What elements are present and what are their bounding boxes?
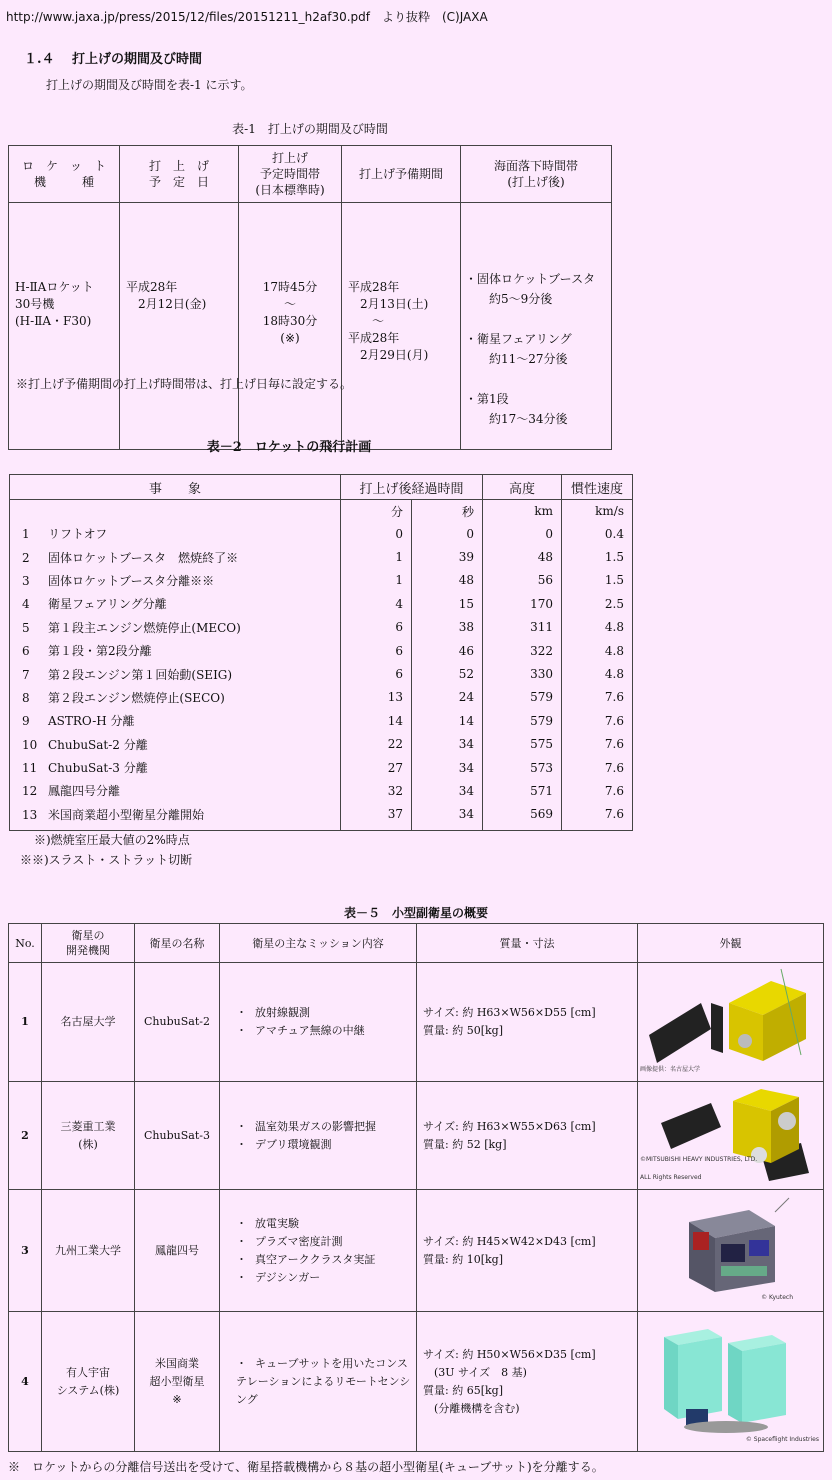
t5-name-line: 超小型衛星: [149, 1374, 205, 1388]
t2-sec: 38: [412, 616, 483, 639]
t2-alt: 579: [483, 686, 562, 709]
table5-caption: 表－５ 小型副衛星の概要: [343, 906, 488, 920]
t1-header-backup: 打上げ予備期間: [342, 146, 461, 203]
table5-sub-satellites: [8, 923, 824, 1452]
table-row: [10, 733, 633, 756]
table-row: [10, 756, 633, 779]
t2-body: [10, 522, 633, 831]
t5-name: [135, 1190, 220, 1312]
t5-spec-line: (分離機構を含む): [423, 1401, 520, 1415]
image-credit: © Spaceflight Industries: [745, 1436, 819, 1443]
t2-vel: 4.8: [562, 662, 633, 685]
t2-vel: 7.6: [562, 709, 633, 732]
t5-header-spec: 質量・寸法: [417, 924, 638, 963]
t2-event-cell: [10, 709, 341, 732]
t2-vel: 7.6: [562, 756, 633, 779]
t2-event-name: 米国商業超小型衛星分離開始: [48, 807, 205, 822]
t5-header-no: No.: [9, 924, 42, 963]
t2-sec: 34: [412, 779, 483, 802]
t2-event-name: 固体ロケットブースタ分離※※: [48, 573, 215, 588]
t2-header-elapsed: 打上げ後経過時間: [341, 475, 483, 500]
t2-event-no: 5: [22, 620, 30, 635]
t5-missions: [220, 1312, 417, 1452]
t5-org: [42, 1082, 135, 1190]
t5-org-line: 名古屋大学: [60, 1015, 116, 1028]
t5-spec: [417, 1312, 638, 1452]
t5-spec-line: (3U サイズ 8 基): [423, 1365, 527, 1379]
t2-event-no: 4: [22, 597, 30, 612]
t2-header-velocity: 慣性速度: [562, 475, 633, 500]
t5-spec-line: サイズ: 約 H63×W55×D63 [cm]: [423, 1119, 596, 1133]
t1-date: 平成28年 2月12日(金): [120, 203, 239, 450]
t5-header-org: 衛星の 開発機関: [42, 924, 135, 963]
t2-event-cell: [10, 616, 341, 639]
satellite-image: [638, 1192, 823, 1310]
t2-event-no: 1: [22, 527, 30, 542]
t5-no: [9, 1312, 42, 1452]
t5-spec-line: 質量: 約 52 [kg]: [423, 1137, 507, 1151]
table-row: [10, 639, 633, 662]
t2-unit-blank: [10, 500, 341, 523]
t5-spec-line: サイズ: 約 H50×W56×D35 [cm]: [423, 1347, 596, 1361]
t1-rocket: H-ⅡAロケット 30号機 (H-ⅡA・F30): [9, 203, 120, 450]
t2-sec: 34: [412, 803, 483, 831]
t2-unit-km: km: [483, 500, 562, 523]
t2-sec: 39: [412, 545, 483, 568]
t2-event-name: 鳳龍四号分離: [48, 784, 121, 799]
t5-appearance: [638, 963, 824, 1082]
t5-missions: [220, 1190, 417, 1312]
t5-spec-line: サイズ: 約 H63×W56×D55 [cm]: [423, 1006, 596, 1019]
t2-event-cell: [10, 756, 341, 779]
t2-event-name: 第２段エンジン燃焼停止(SECO): [48, 690, 225, 705]
t5-mission-text: デジシンガー: [255, 1270, 321, 1284]
t5-header-appearance: 外観: [638, 924, 824, 963]
t2-sec: 0: [412, 522, 483, 545]
t5-org-line: 三菱重工業: [60, 1119, 116, 1133]
t5-appearance: [638, 1190, 824, 1312]
t2-vel: 4.8: [562, 616, 633, 639]
table-row: [10, 545, 633, 568]
table2-note2: ※※)スラスト・ストラット切断: [20, 853, 193, 867]
t5-no-value: 1: [21, 1015, 29, 1028]
t2-event-name: 固体ロケットブースタ 燃焼終了※: [48, 550, 239, 565]
t2-min: 27: [341, 756, 412, 779]
table-row: [9, 963, 824, 1082]
table-row: [9, 1082, 824, 1190]
t2-vel: 2.5: [562, 592, 633, 615]
table2-flight-plan: [9, 474, 633, 831]
table-row: [10, 803, 633, 831]
t2-sec: 14: [412, 709, 483, 732]
t2-event-cell: [10, 686, 341, 709]
t2-event-no: 11: [22, 761, 38, 776]
t2-event-cell: [10, 733, 341, 756]
t2-event-cell: [10, 569, 341, 592]
t2-event-name: 衛星フェアリング分離: [48, 597, 167, 612]
t2-event-cell: [10, 662, 341, 685]
t2-event-name: リフトオフ: [48, 527, 108, 542]
t2-min: 32: [341, 779, 412, 802]
list-item: [236, 1136, 416, 1154]
t2-sec: 24: [412, 686, 483, 709]
t5-spec-line: 質量: 約 50[kg]: [423, 1024, 503, 1037]
t2-vel: 4.8: [562, 639, 633, 662]
t2-event-no: 10: [22, 737, 38, 752]
table-row: [9, 1312, 824, 1452]
t5-name-line: 鳳龍四号: [155, 1243, 199, 1257]
t5-spec-line: 質量: 約 65[kg]: [423, 1383, 503, 1397]
t2-alt: 311: [483, 616, 562, 639]
t2-event-cell: [10, 545, 341, 568]
t2-sec: 52: [412, 662, 483, 685]
table2-note1: ※)燃焼室圧最大値の2%時点: [34, 833, 190, 847]
t5-spec-line: サイズ: 約 H45×W42×D43 [cm]: [423, 1234, 596, 1248]
t2-alt: 170: [483, 592, 562, 615]
table5-footnote: ※ ロケットからの分離信号送出を受けて、衛星搭載機構から８基の超小型衛星(キューブサット)を分離する。: [8, 1460, 604, 1474]
t2-min: 22: [341, 733, 412, 756]
t5-body: [9, 963, 824, 1452]
t2-event-name: ChubuSat-3 分離: [48, 761, 148, 776]
t2-unit-min: 分: [341, 500, 412, 523]
table-row: [9, 1190, 824, 1312]
t5-org: [42, 1312, 135, 1452]
t2-min: 37: [341, 803, 412, 831]
table2-caption: 表－2 ロケットの飛行計画: [206, 440, 372, 455]
t5-no-value: 3: [21, 1243, 29, 1257]
t2-vel: 1.5: [562, 569, 633, 592]
t2-event-name: ASTRO-H 分離: [48, 714, 135, 729]
t5-spec: [417, 1082, 638, 1190]
t2-event-no: 3: [22, 573, 30, 588]
table-row: [10, 686, 633, 709]
t2-sec: 34: [412, 733, 483, 756]
t2-alt: 579: [483, 709, 562, 732]
table1-caption: 表-1 打上げの期間及び時間: [232, 122, 388, 136]
t2-event-cell: [10, 803, 341, 831]
t2-min: 4: [341, 592, 412, 615]
t2-event-no: 13: [22, 807, 38, 822]
t5-mission-text: デブリ環境観測: [255, 1137, 332, 1151]
t5-name: [135, 1312, 220, 1452]
t5-name-line: ChubuSat-3: [144, 1128, 210, 1142]
image-credit: 画像提供：名古屋大学: [640, 1066, 701, 1073]
t5-org: [42, 1190, 135, 1312]
t5-no: [9, 963, 42, 1082]
t2-event-name: 第２段エンジン第１回始動(SEIG): [48, 667, 233, 682]
t5-appearance: [638, 1082, 824, 1190]
t2-event-cell: [10, 779, 341, 802]
t2-vel: 7.6: [562, 803, 633, 831]
t2-vel: 1.5: [562, 545, 633, 568]
t5-missions: [220, 1082, 417, 1190]
t2-alt: 322: [483, 639, 562, 662]
t2-min: 6: [341, 616, 412, 639]
t5-mission-text: 放電実験: [255, 1216, 299, 1230]
image-credit: ©MITSUBISHI HEAVY INDUSTRIES, LTD. ALL Rights Reserved: [640, 1156, 758, 1181]
t5-missions: [220, 963, 417, 1082]
t5-no-value: 2: [21, 1128, 29, 1142]
t2-event-name: 第１段・第2段分離: [48, 644, 152, 659]
t1-header-time: 打上げ 予定時間帯 (日本標準時): [239, 146, 342, 203]
section-heading: １.４ 打上げの期間及び時間: [24, 52, 203, 67]
t1-fall: ・固体ロケットブースタ 約5～9分後 ・衛星フェアリング 約11～27分後 ・第1段 約17～34分後: [461, 203, 612, 450]
t5-mission-list: [226, 1004, 416, 1040]
t1-header-date: 打 上 げ 予 定 日: [120, 146, 239, 203]
t5-no: [9, 1082, 42, 1190]
list-item: [236, 1251, 416, 1269]
t2-event-cell: [10, 592, 341, 615]
t5-spec: [417, 963, 638, 1082]
table1-launch-period: [8, 145, 612, 450]
table1-note: ※打上げ予備期間の打上げ時間帯は、打上げ日毎に設定する。: [16, 377, 353, 391]
t5-org-line: システム(株): [56, 1383, 120, 1397]
t2-vel: 0.4: [562, 522, 633, 545]
t2-min: 6: [341, 639, 412, 662]
t2-min: 1: [341, 545, 412, 568]
t5-header-name: 衛星の名称: [135, 924, 220, 963]
t5-mission-list: [226, 1118, 416, 1154]
t2-event-no: 2: [22, 550, 30, 565]
t2-vel: 7.6: [562, 733, 633, 756]
satellite-image: [638, 1323, 823, 1441]
t1-time: 17時45分 ～ 18時30分 (※): [239, 203, 342, 450]
list-item: [236, 1022, 416, 1040]
t2-sec: 34: [412, 756, 483, 779]
t2-alt: 48: [483, 545, 562, 568]
t5-mission-text: 温室効果ガスの影響把握: [255, 1119, 376, 1133]
t5-mission-text: 真空アーククラスタ実証: [255, 1252, 376, 1266]
t2-event-name: ChubuSat-2 分離: [48, 737, 148, 752]
t2-alt: 330: [483, 662, 562, 685]
t1-header-rocket: ロ ケ ッ ト 機 種: [9, 146, 120, 203]
t2-header-altitude: 高度: [483, 475, 562, 500]
t2-event-cell: [10, 639, 341, 662]
t5-org-line: 九州工業大学: [55, 1243, 121, 1257]
section-intro: 打上げの期間及び時間を表-1 に示す。: [46, 78, 253, 92]
t5-spec: [417, 1190, 638, 1312]
t2-header-event: 事 象: [10, 475, 341, 500]
t5-mission-text: アマチュア無線の中継: [255, 1024, 365, 1037]
t5-header-mission: 衛星の主なミッション内容: [220, 924, 417, 963]
t5-mission-list: [226, 1215, 416, 1287]
t2-event-no: 12: [22, 784, 38, 799]
table-row: [10, 592, 633, 615]
t2-min: 14: [341, 709, 412, 732]
t5-mission-text: プラズマ密度計測: [255, 1234, 343, 1248]
t2-alt: 0: [483, 522, 562, 545]
list-item: [236, 1215, 416, 1233]
t5-name-line: ※: [172, 1392, 182, 1406]
t2-event-cell: [10, 522, 341, 545]
table-row: [10, 779, 633, 802]
list-item: [236, 1118, 416, 1136]
t5-mission-list: [226, 1355, 416, 1409]
table-row: [10, 662, 633, 685]
list-item: [236, 1233, 416, 1251]
t2-alt: 571: [483, 779, 562, 802]
t2-vel: 7.6: [562, 686, 633, 709]
list-item: [236, 1004, 416, 1022]
t2-unit-sec: 秒: [412, 500, 483, 523]
table-row: [10, 522, 633, 545]
t2-alt: 573: [483, 756, 562, 779]
t2-unit-kms: km/s: [562, 500, 633, 523]
t5-name: [135, 1082, 220, 1190]
t5-spec-line: 質量: 約 10[kg]: [423, 1252, 503, 1266]
t5-org: [42, 963, 135, 1082]
t2-alt: 575: [483, 733, 562, 756]
t2-event-no: 8: [22, 690, 30, 705]
t5-appearance: [638, 1312, 824, 1452]
t1-backup: 平成28年 2月13日(土) ～ 平成28年 2月29日(月): [342, 203, 461, 450]
t2-vel: 7.6: [562, 779, 633, 802]
t5-name-line: ChubuSat-2: [144, 1015, 210, 1028]
list-item: [236, 1355, 416, 1409]
t1-header-fall: 海面落下時間帯 (打上げ後): [461, 146, 612, 203]
table-row: [10, 709, 633, 732]
table-row: [10, 569, 633, 592]
t5-org-line: 有人宇宙: [66, 1365, 110, 1379]
t2-event-no: 7: [22, 667, 30, 682]
t2-min: 6: [341, 662, 412, 685]
t5-no: [9, 1190, 42, 1312]
t2-alt: 56: [483, 569, 562, 592]
t2-min: 1: [341, 569, 412, 592]
image-credit: © Kyutech: [761, 1294, 793, 1301]
source-line: http://www.jaxa.jp/press/2015/12/files/20151211_h2af30.pdf より抜粋 (C)JAXA: [6, 10, 488, 24]
t2-sec: 46: [412, 639, 483, 662]
t2-event-name: 第１段主エンジン燃焼停止(MECO): [48, 620, 241, 635]
t5-mission-text: キューブサットを用いたコンステレーションによるリモートセンシング: [236, 1356, 411, 1406]
t5-no-value: 4: [21, 1374, 29, 1388]
list-item: [236, 1269, 416, 1287]
t2-sec: 48: [412, 569, 483, 592]
t5-org-line: (株): [78, 1137, 98, 1151]
t2-min: 13: [341, 686, 412, 709]
t2-min: 0: [341, 522, 412, 545]
t2-alt: 569: [483, 803, 562, 831]
t2-event-no: 6: [22, 644, 30, 659]
t2-sec: 15: [412, 592, 483, 615]
t5-mission-text: 放射線観測: [255, 1006, 310, 1019]
t2-event-no: 9: [22, 714, 30, 729]
t5-name: [135, 963, 220, 1082]
t5-name-line: 米国商業: [155, 1356, 199, 1370]
table-row: [10, 616, 633, 639]
